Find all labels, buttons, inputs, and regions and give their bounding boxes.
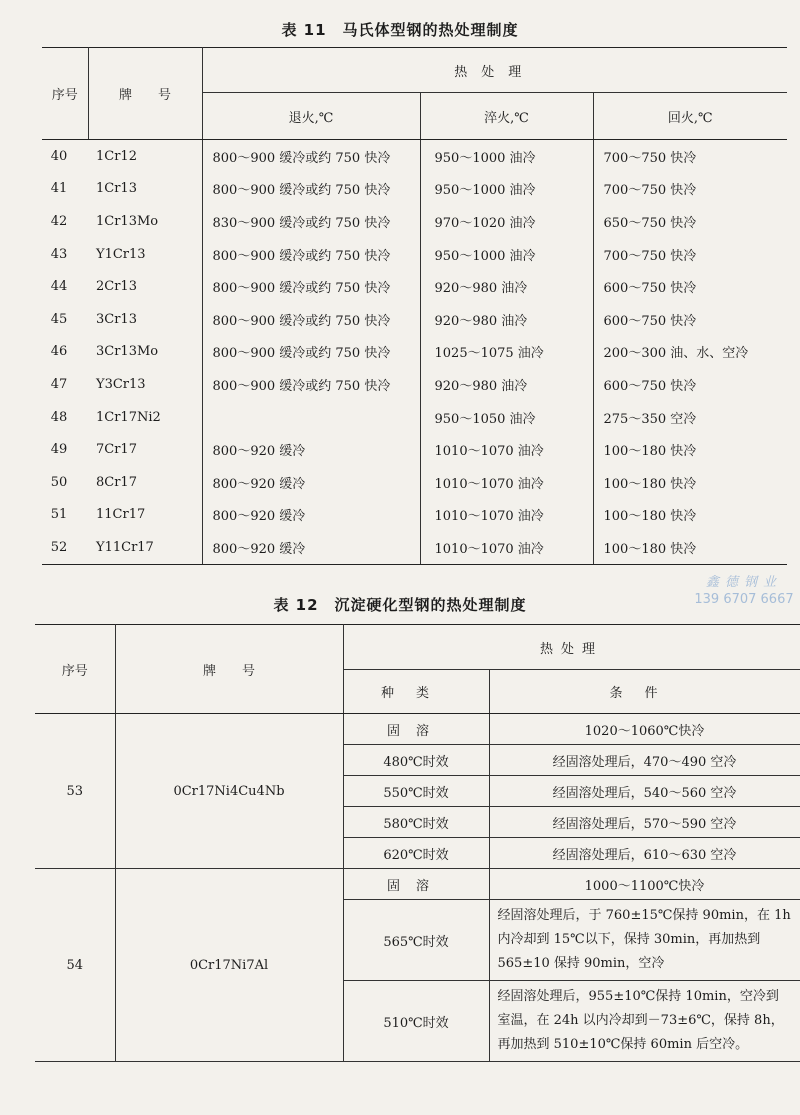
header-no: 序号 bbox=[42, 48, 88, 140]
row-condition: 经固溶处理后，470～490 空冷 bbox=[489, 745, 800, 776]
row-temper: 600～750 快冷 bbox=[603, 313, 697, 329]
row-temper: 600～750 快冷 bbox=[603, 378, 697, 394]
row-kind: 固溶 bbox=[343, 869, 489, 900]
row-temper: 700～750 快冷 bbox=[603, 150, 697, 166]
row-quench: 950～1000 油冷 bbox=[420, 238, 593, 271]
row-grade: 0Cr17Ni4Cu4Nb bbox=[115, 714, 343, 869]
row-temper: 200～300 油、水、空冷 bbox=[603, 346, 749, 362]
row-no: 48 bbox=[50, 409, 68, 425]
header-anneal: 退火,℃ bbox=[202, 93, 420, 140]
table-row bbox=[42, 531, 787, 564]
row-condition: 经固溶处理后，于 760±15℃保持 90min，在 1h 内冷却到 15℃以下，保持 30min，再加热到 565±10 保持 90min，空冷 bbox=[489, 900, 800, 981]
row-condition: 经固溶处理后，540～560 空冷 bbox=[489, 776, 800, 807]
row-anneal: 800～900 缓冷或约 750 快冷 bbox=[202, 270, 420, 303]
header-temper: 回火,℃ bbox=[593, 93, 787, 140]
row-grade: 1Cr13 bbox=[88, 173, 202, 206]
row-grade: Y1Cr13 bbox=[88, 238, 202, 271]
row-no: 46 bbox=[50, 344, 68, 360]
row-no: 47 bbox=[50, 376, 68, 392]
table-row bbox=[42, 140, 787, 173]
table-row bbox=[42, 173, 787, 206]
header-heat-treatment: 热处理 bbox=[343, 625, 800, 670]
row-anneal: 800～920 缓冷 bbox=[202, 531, 420, 564]
row-quench: 1010～1070 油冷 bbox=[420, 499, 593, 532]
row-condition: 经固溶处理后，610～630 空冷 bbox=[489, 838, 800, 869]
table-row bbox=[42, 401, 787, 434]
row-kind: 550℃时效 bbox=[343, 776, 489, 807]
row-quench: 1025～1075 油冷 bbox=[420, 336, 593, 369]
row-quench: 1010～1070 油冷 bbox=[420, 466, 593, 499]
row-quench: 950～1000 油冷 bbox=[420, 173, 593, 206]
row-no: 44 bbox=[50, 279, 68, 295]
row-grade: Y3Cr13 bbox=[88, 368, 202, 401]
row-condition: 经固溶处理后，570～590 空冷 bbox=[489, 807, 800, 838]
row-condition: 1000～1100℃快冷 bbox=[489, 869, 800, 900]
row-no: 52 bbox=[42, 531, 88, 564]
row-grade: 11Cr17 bbox=[88, 499, 202, 532]
row-no: 43 bbox=[50, 246, 68, 262]
table-12-title: 表 12 沉淀硬化型钢的热处理制度 bbox=[273, 596, 527, 614]
watermark-name: 鑫德钢业 bbox=[705, 575, 782, 590]
table-row bbox=[42, 303, 787, 336]
row-anneal: 800～900 缓冷或约 750 快冷 bbox=[202, 238, 420, 271]
table-row bbox=[42, 433, 787, 466]
row-kind: 620℃时效 bbox=[343, 838, 489, 869]
header-condition: 条件 bbox=[489, 670, 800, 714]
header-grade: 牌 号 bbox=[115, 625, 343, 714]
table-row bbox=[42, 270, 787, 303]
table-row bbox=[42, 205, 787, 238]
row-temper: 600～750 快冷 bbox=[603, 281, 697, 297]
row-temper: 100～180 快冷 bbox=[593, 531, 787, 564]
table-11 bbox=[42, 47, 787, 565]
row-temper: 100～180 快冷 bbox=[603, 444, 697, 460]
row-kind: 510℃时效 bbox=[343, 981, 489, 1062]
row-quench: 1010～1070 油冷 bbox=[420, 531, 593, 564]
header-quench: 淬火,℃ bbox=[420, 93, 593, 140]
watermark-stamp bbox=[688, 574, 800, 608]
row-no: 40 bbox=[50, 148, 68, 164]
header-no: 序号 bbox=[35, 625, 115, 714]
row-no: 42 bbox=[50, 213, 68, 229]
header-grade: 牌 号 bbox=[88, 48, 202, 140]
row-no: 53 bbox=[35, 714, 115, 869]
row-quench: 1010～1070 油冷 bbox=[420, 433, 593, 466]
row-anneal bbox=[202, 401, 420, 434]
table-11-title: 表 11 马氏体型钢的热处理制度 bbox=[281, 21, 519, 39]
table-row bbox=[42, 238, 787, 271]
row-grade: 1Cr12 bbox=[88, 140, 202, 173]
row-temper: 100～180 快冷 bbox=[603, 509, 697, 525]
row-quench: 920～980 油冷 bbox=[420, 270, 593, 303]
row-anneal: 800～900 缓冷或约 750 快冷 bbox=[202, 368, 420, 401]
table-row bbox=[42, 499, 787, 532]
row-anneal: 800～920 缓冷 bbox=[202, 433, 420, 466]
row-condition: 经固溶处理后，955±10℃保持 10min，空冷到室温，在 24h 以内冷却到－73±6℃，保持 8h，再加热到 510±10℃保持 60min 后空冷。 bbox=[489, 981, 800, 1062]
row-anneal: 800～920 缓冷 bbox=[202, 499, 420, 532]
row-no: 45 bbox=[50, 311, 68, 327]
row-anneal: 800～900 缓冷或约 750 快冷 bbox=[202, 140, 420, 173]
table-row bbox=[35, 869, 800, 900]
row-no: 41 bbox=[50, 181, 68, 197]
row-grade: 3Cr13Mo bbox=[88, 336, 202, 369]
row-grade: 0Cr17Ni7Al bbox=[115, 869, 343, 1062]
row-grade: 1Cr17Ni2 bbox=[88, 401, 202, 434]
row-quench: 920～980 油冷 bbox=[420, 368, 593, 401]
table-row bbox=[42, 466, 787, 499]
row-no: 54 bbox=[35, 869, 115, 1062]
row-quench: 950～1000 油冷 bbox=[420, 140, 593, 173]
table-row bbox=[35, 714, 800, 745]
row-grade: 8Cr17 bbox=[88, 466, 202, 499]
row-anneal: 830～900 缓冷或约 750 快冷 bbox=[202, 205, 420, 238]
row-condition: 1020～1060℃快冷 bbox=[489, 714, 800, 745]
row-kind: 580℃时效 bbox=[343, 807, 489, 838]
row-temper: 650～750 快冷 bbox=[603, 215, 697, 231]
row-temper: 700～750 快冷 bbox=[603, 183, 697, 199]
row-grade: 1Cr13Mo bbox=[88, 205, 202, 238]
row-anneal: 800～900 缓冷或约 750 快冷 bbox=[202, 173, 420, 206]
row-quench: 970～1020 油冷 bbox=[420, 205, 593, 238]
row-anneal: 800～900 缓冷或约 750 快冷 bbox=[202, 303, 420, 336]
table-12 bbox=[35, 624, 800, 1062]
row-quench: 920～980 油冷 bbox=[420, 303, 593, 336]
table-row bbox=[42, 368, 787, 401]
row-no: 51 bbox=[50, 507, 68, 523]
row-kind: 565℃时效 bbox=[343, 900, 489, 981]
watermark-phone: 139 6707 6667 bbox=[694, 592, 794, 607]
row-grade: Y11Cr17 bbox=[88, 531, 202, 564]
row-anneal: 800～900 缓冷或约 750 快冷 bbox=[202, 336, 420, 369]
row-grade: 2Cr13 bbox=[88, 270, 202, 303]
row-no: 50 bbox=[50, 474, 68, 490]
row-quench: 950～1050 油冷 bbox=[420, 401, 593, 434]
header-heat-treatment: 热处理 bbox=[202, 48, 787, 93]
row-temper: 275～350 空冷 bbox=[603, 411, 697, 427]
row-grade: 3Cr13 bbox=[88, 303, 202, 336]
header-kind: 种类 bbox=[343, 670, 489, 714]
row-grade: 7Cr17 bbox=[88, 433, 202, 466]
row-temper: 700～750 快冷 bbox=[603, 248, 697, 264]
table-row bbox=[42, 336, 787, 369]
row-no: 49 bbox=[50, 442, 68, 458]
row-kind: 固溶 bbox=[343, 714, 489, 745]
row-temper: 100～180 快冷 bbox=[603, 476, 697, 492]
row-anneal: 800～920 缓冷 bbox=[202, 466, 420, 499]
row-kind: 480℃时效 bbox=[343, 745, 489, 776]
